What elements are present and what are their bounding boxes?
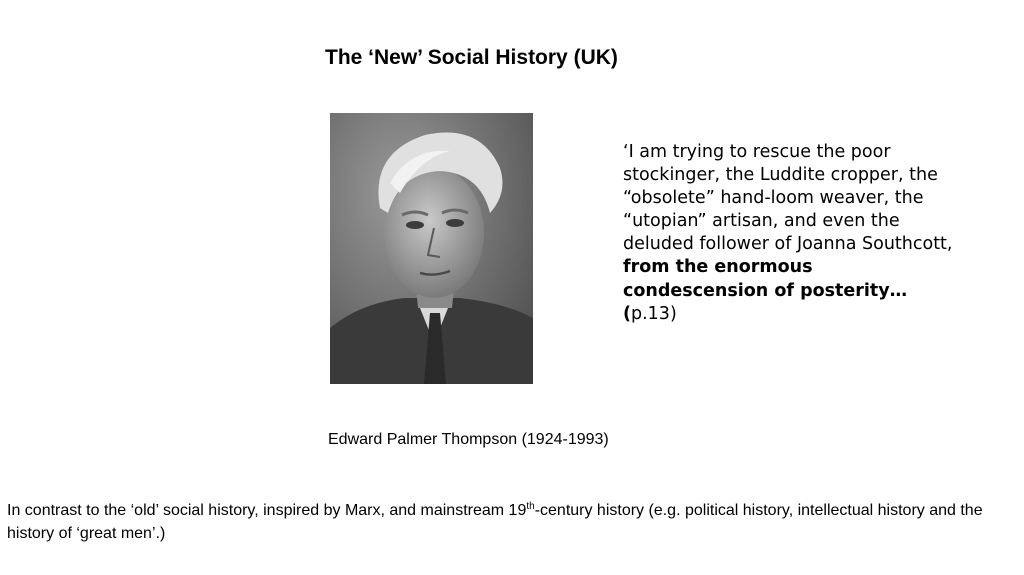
quote-text: ‘I am trying to rescue the poor stockinger, the Luddite cropper, the “obsolete” hand-loom weaver, the “utopian” artisan, and even the deluded follower of Joanna Southcott, [623, 142, 953, 255]
quote-citation: p.13) [631, 303, 677, 324]
footnote-text-start: In contrast to the ‘old’ social history, inspired by Marx, and mainstream 19 [7, 502, 527, 519]
footnote-text-end: -century history (e.g. political history, intellectual history and the history of ‘great men’.) [7, 502, 983, 542]
quote-block [623, 141, 953, 326]
footnote-superscript: th [526, 501, 535, 512]
footnote [7, 499, 1017, 545]
portrait-photo [330, 113, 533, 384]
portrait-caption: Edward Palmer Thompson (1924-1993) [328, 431, 609, 448]
slide-title: The ‘New’ Social History (UK) [325, 46, 618, 69]
portrait-illustration [330, 113, 533, 384]
quote-emphasis: from the enormous condescension of posterity… ( [623, 257, 908, 324]
